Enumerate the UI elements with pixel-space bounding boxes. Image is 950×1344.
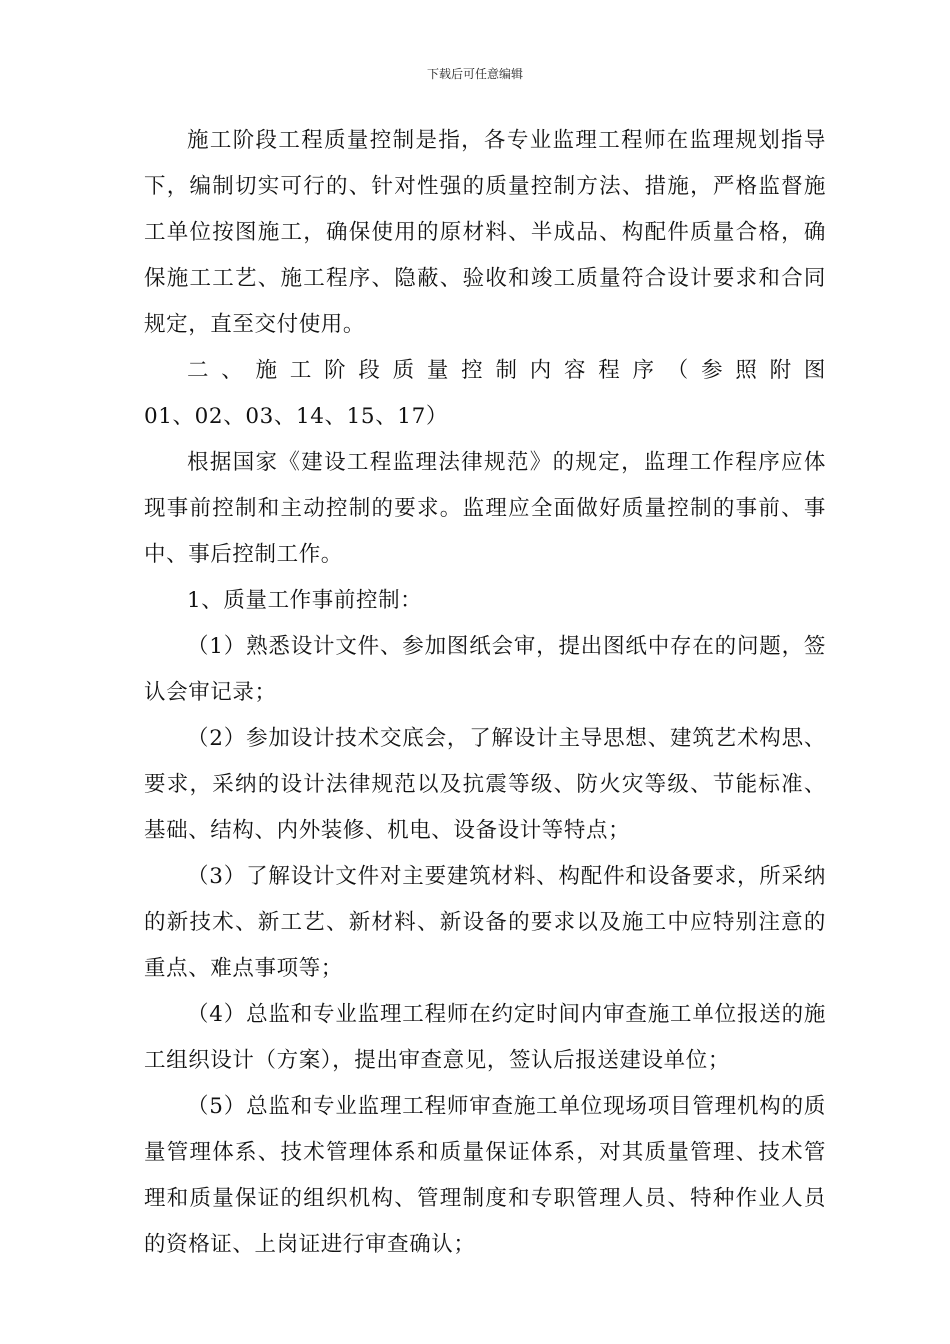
- document-body: [144, 118, 826, 1268]
- section-heading: [144, 348, 826, 440]
- list-item-4: （4）总监和专业监理工程师在约定时间内审查施工单位报送的施工组织设计（方案），提出审查意见，签认后报送建设单位；: [144, 1002, 826, 1073]
- paragraph-quality-control-definition: 施工阶段工程质量控制是指，各专业监理工程师在监理规划指导下，编制切实可行的、针对性强的质量控制方法、措施，严格监督施工单位按图施工，确保使用的原材料、半成品、构配件质量合格，确保施工工艺、施工程序、隐蔽、验收和竣工质量符合设计要求和合同规定，直至交付使用。: [144, 128, 826, 337]
- list-item-5: （5）总监和专业监理工程师审查施工单位现场项目管理机构的质量管理体系、技术管理体系和质量保证体系，对其质量管理、技术管理和质量保证的组织机构、管理制度和专职管理人员、特种作业人员的资格证、上岗证进行审查确认；: [144, 1094, 826, 1257]
- page-header: 下载后可任意编辑: [426, 67, 523, 81]
- list-item-1: （1）熟悉设计文件、参加图纸会审，提出图纸中存在的问题，签认会审记录；: [144, 634, 826, 705]
- paragraph-legal-basis: 根据国家《建设工程监理法律规范》的规定，监理工作程序应体现事前控制和主动控制的要求。监理应全面做好质量控制的事前、事中、事后控制工作。: [144, 450, 826, 567]
- subheading-pre-control: 1、质量工作事前控制：: [187, 588, 423, 613]
- list-item-3: （3）了解设计文件对主要建筑材料、构配件和设备要求，所采纳的新技术、新工艺、新材料、新设备的要求以及施工中应特别注意的重点、难点事项等；: [144, 864, 826, 981]
- section-heading-line-2: 01、02、03、14、15、17）: [144, 404, 448, 429]
- list-item-2: （2）参加设计技术交底会，了解设计主导思想、建筑艺术构思、要求，采纳的设计法律规范以及抗震等级、防火灾等级、节能标准、基础、结构、内外装修、机电、设备设计等特点；: [144, 726, 826, 843]
- section-heading-line-1: 二、施工阶段质量控制内容程序（参照附图: [187, 358, 826, 383]
